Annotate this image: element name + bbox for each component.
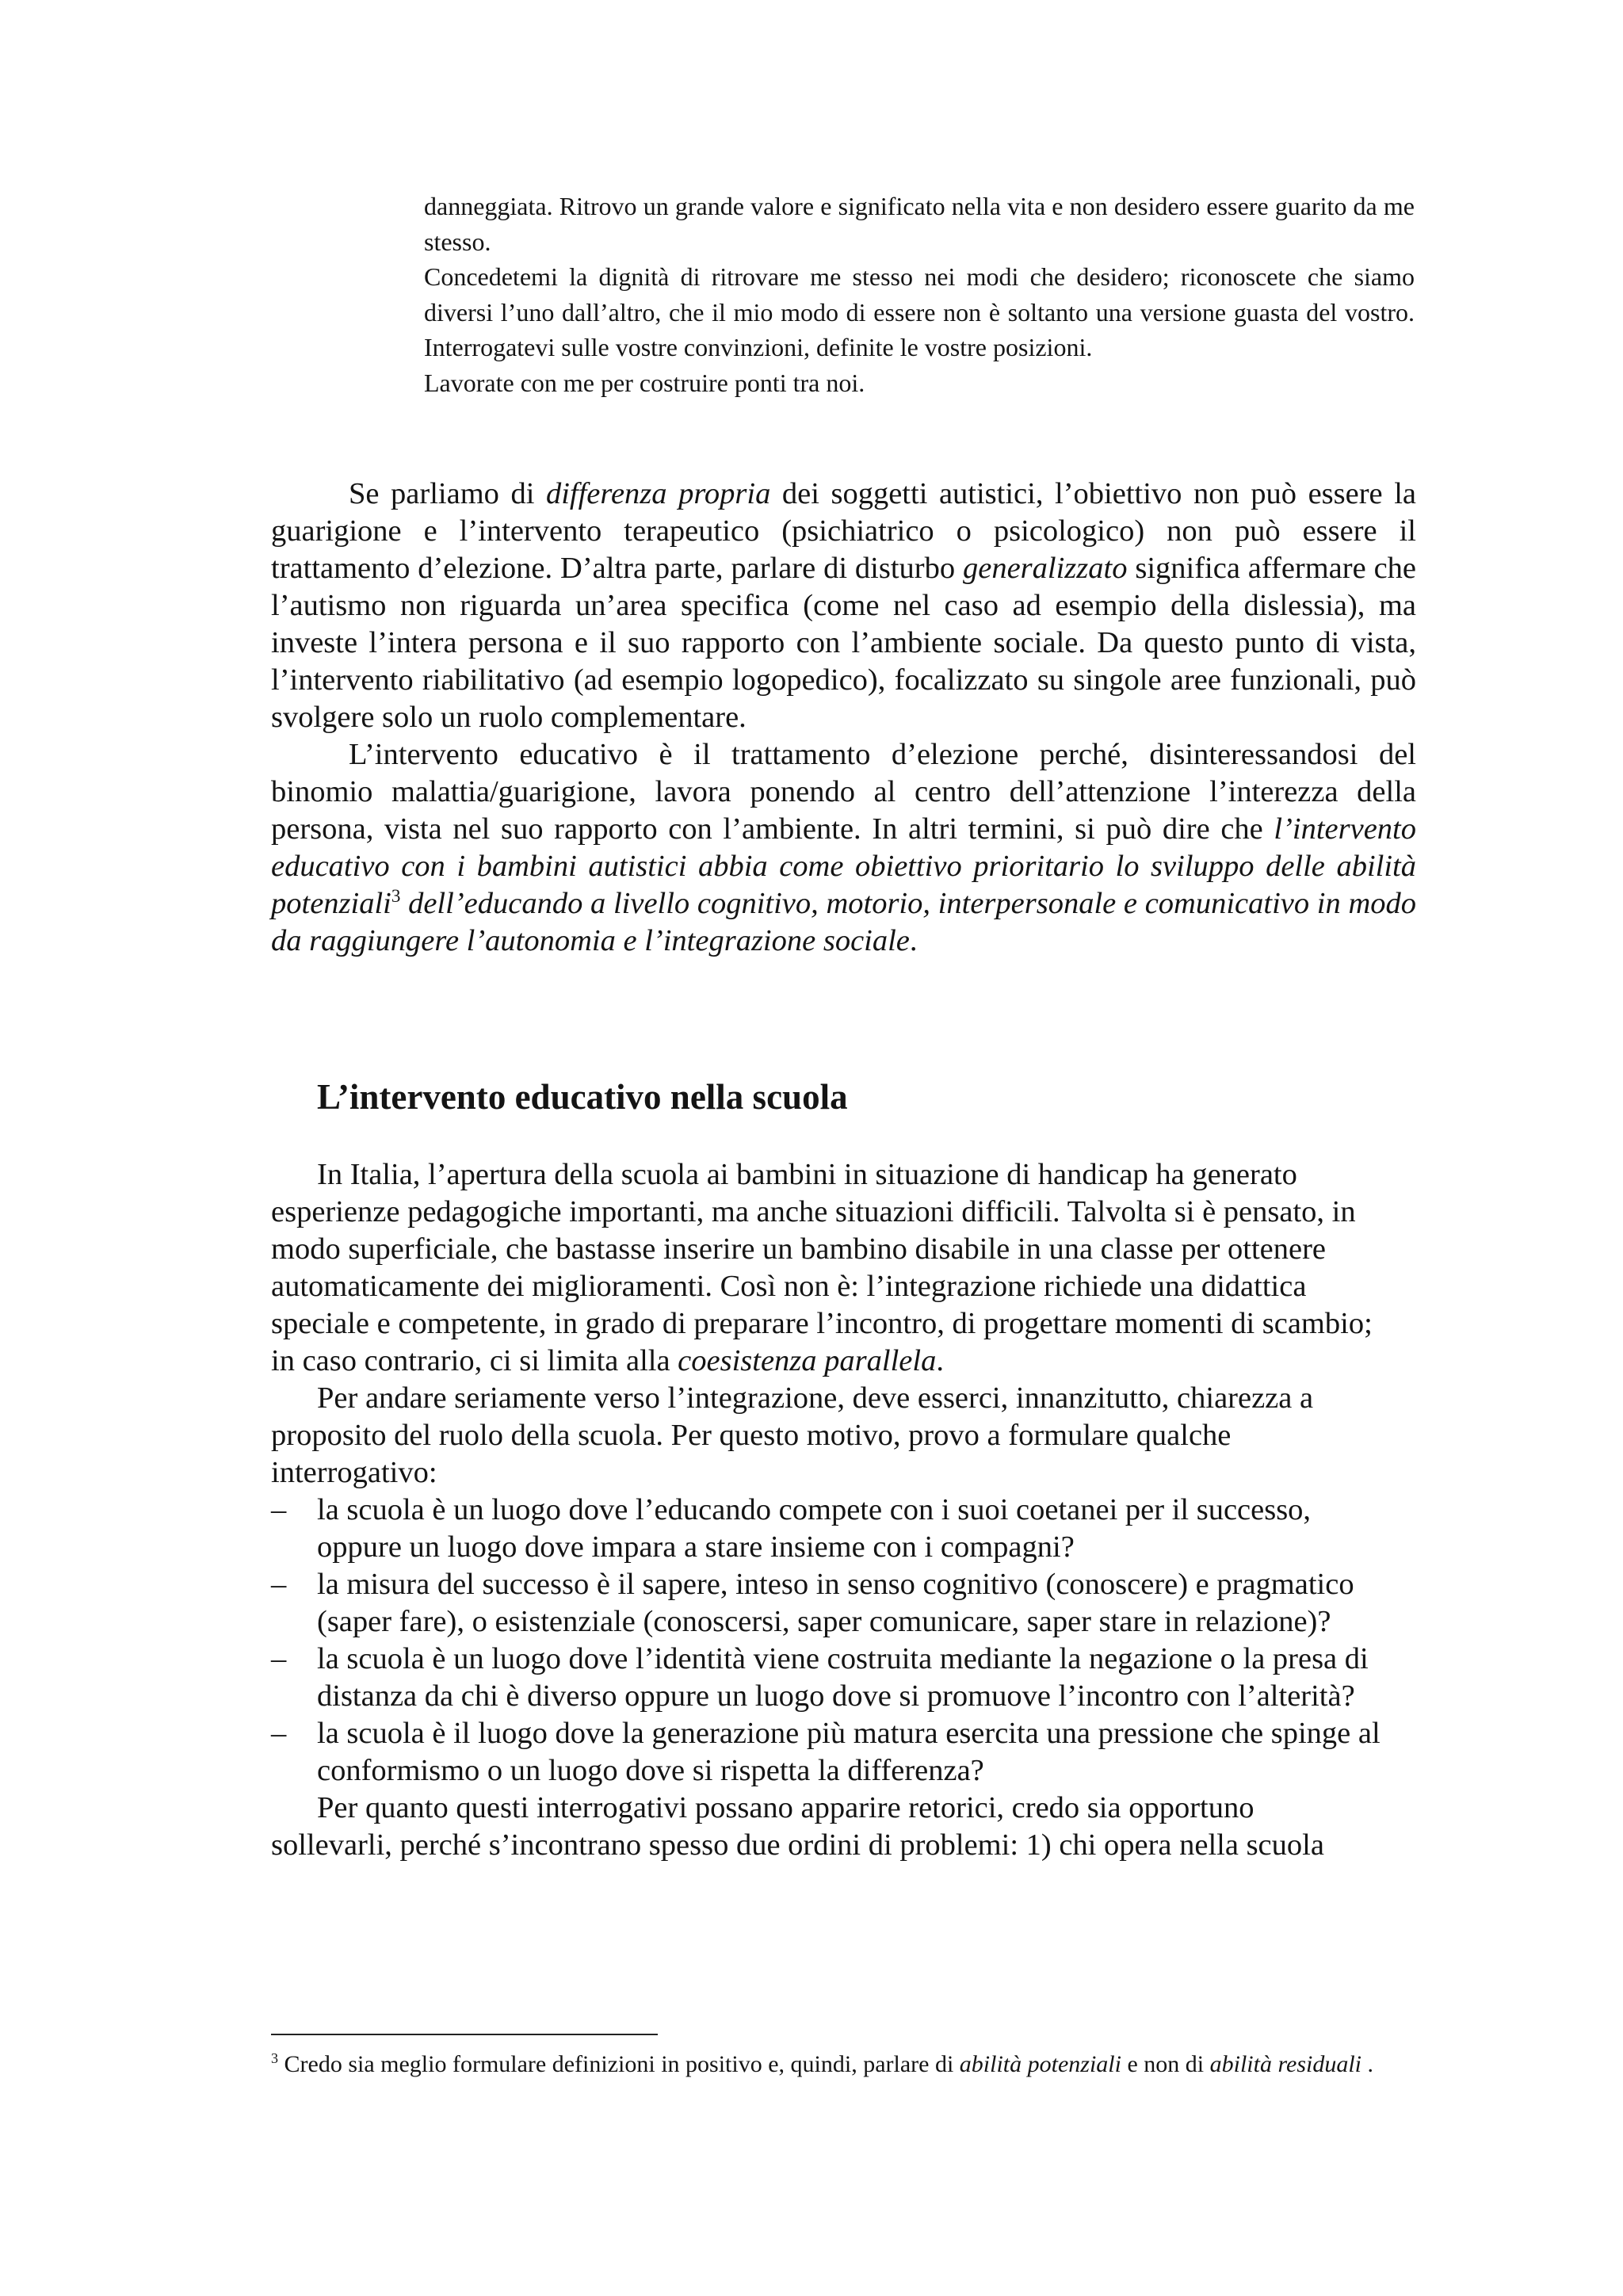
footnote: $^3$ Credo sia meglio formulare definizioni in positivo e, quindi, parlare di abilità potenziali e non di abilità residuali . (271, 2050, 1374, 2077)
footnote-number: 3 (271, 2050, 278, 2066)
list-item: – la scuola è un luogo dove l’educando compete con i suoi coetanei per il successo, oppure un luogo dove impara a stare insieme con i compagni? (271, 1493, 1312, 1564)
section-heading: L’intervento educativo nella scuola (317, 1077, 848, 1117)
paragraph-integrazione: Per andare seriamente verso l’integrazione, deve esserci, innanzitutto, chiarezza a proposito del ruolo della scuola. Per questo motivo, provo a formulare qualche interrogativo: (271, 1381, 1314, 1489)
quote-line: Concedetemi la dignità di ritrovare me stesso nei modi che desidero; riconoscete che siamo diversi l’uno dall’altro, che il mio modo di essere non è soltanto una versione guasta del vostro. Interrogatevi sulle vostre convinzioni, definite le vostre posizioni. (424, 262, 1415, 361)
quote-line: Lavorate con me per costruire ponti tra noi. (424, 368, 865, 397)
list-item: – la misura del successo è il sapere, inteso in senso cognitivo (conoscere) e pragmatico (saper fare), o esistenziale (conoscersi, saper comunicare, saper stare in relazione)? (271, 1568, 1354, 1638)
list-item: – la scuola è un luogo dove l’identità viene costruita mediante la negazione o la presa di distanza da chi è diverso oppure un luogo dove si promuove l’incontro con l’alterità? (271, 1642, 1369, 1713)
footnote-ref[interactable]: 3 (391, 885, 401, 907)
paragraph-interrogativi: Per quanto questi interrogativi possano apparire retorici, credo sia opportuno sollevarli, perché s’incontrano spesso due ordini di problemi: 1) chi opera nella scuola (271, 1791, 1324, 1862)
list-item: – la scuola è il luogo dove la generazione più matura esercita una pressione che spinge al conformismo o un luogo dove si rispetta la differenza? (271, 1717, 1381, 1787)
dash-bullet: – (271, 1568, 287, 1601)
dash-bullet: – (271, 1493, 287, 1526)
footnote-divider (271, 2034, 658, 2035)
paragraph-differenza: Se parliamo di differenza propria dei soggetti autistici, l’obiettivo non può essere la guarigione e l’intervento terapeutico (psichiatrico o psicologico) non può essere il trattamento d’elezione. D’altra parte, parlare di disturbo generalizzato significa affermare che l’autismo non riguarda un’area specifica (come nel caso ad esempio della dislessia), ma investe l’intera persona e il suo rapporto con l’ambiente sociale. Da questo punto di vista, l’intervento riabilitativo (ad esempio logopedico), focalizzato su singole aree funzionali, può svolgere solo un ruolo complementare. (271, 477, 1416, 734)
quote-line: danneggiata. Ritrovo un grande valore e significato nella vita e non desidero essere guarito da me stesso. (424, 192, 1415, 256)
section-body (271, 1156, 1381, 1864)
body-text (271, 476, 1416, 960)
block-quote (424, 189, 1415, 400)
paragraph-italia: In Italia, l’apertura della scuola ai bambini in situazione di handicap ha generato esperienze pedagogiche importanti, ma anche situazioni difficili. Talvolta si è pensato, in modo superficiale, che bastasse inserire un bambino disabile in una classe per ottenere automaticamente dei miglioramenti. Così non è: l’integrazione richiede una didattica speciale e competente, in grado di preparare l’incontro, di progettare momenti di scambio; in caso contrario, ci si limita alla coesistenza parallela. (271, 1158, 1373, 1377)
question-list (271, 1492, 1381, 1790)
dash-bullet: – (271, 1642, 287, 1675)
dash-bullet: – (271, 1717, 287, 1750)
paragraph-intervento: L’intervento educativo è il trattamento d’elezione perché, disinteressandosi del binomio malattia/guarigione, lavora ponendo al centro dell’attenzione l’interezza della persona, vista nel suo rapporto con l’ambiente. In altri termini, si può dire che l’intervento educativo con i bambini autistici abbia come obiettivo prioritario lo sviluppo delle abilità potenziali$^3$ dell’educando a livello cognitivo, motorio, interpersonale e comunicativo in modo da raggiungere l’autonomia e l’integrazione sociale. (271, 738, 1416, 957)
